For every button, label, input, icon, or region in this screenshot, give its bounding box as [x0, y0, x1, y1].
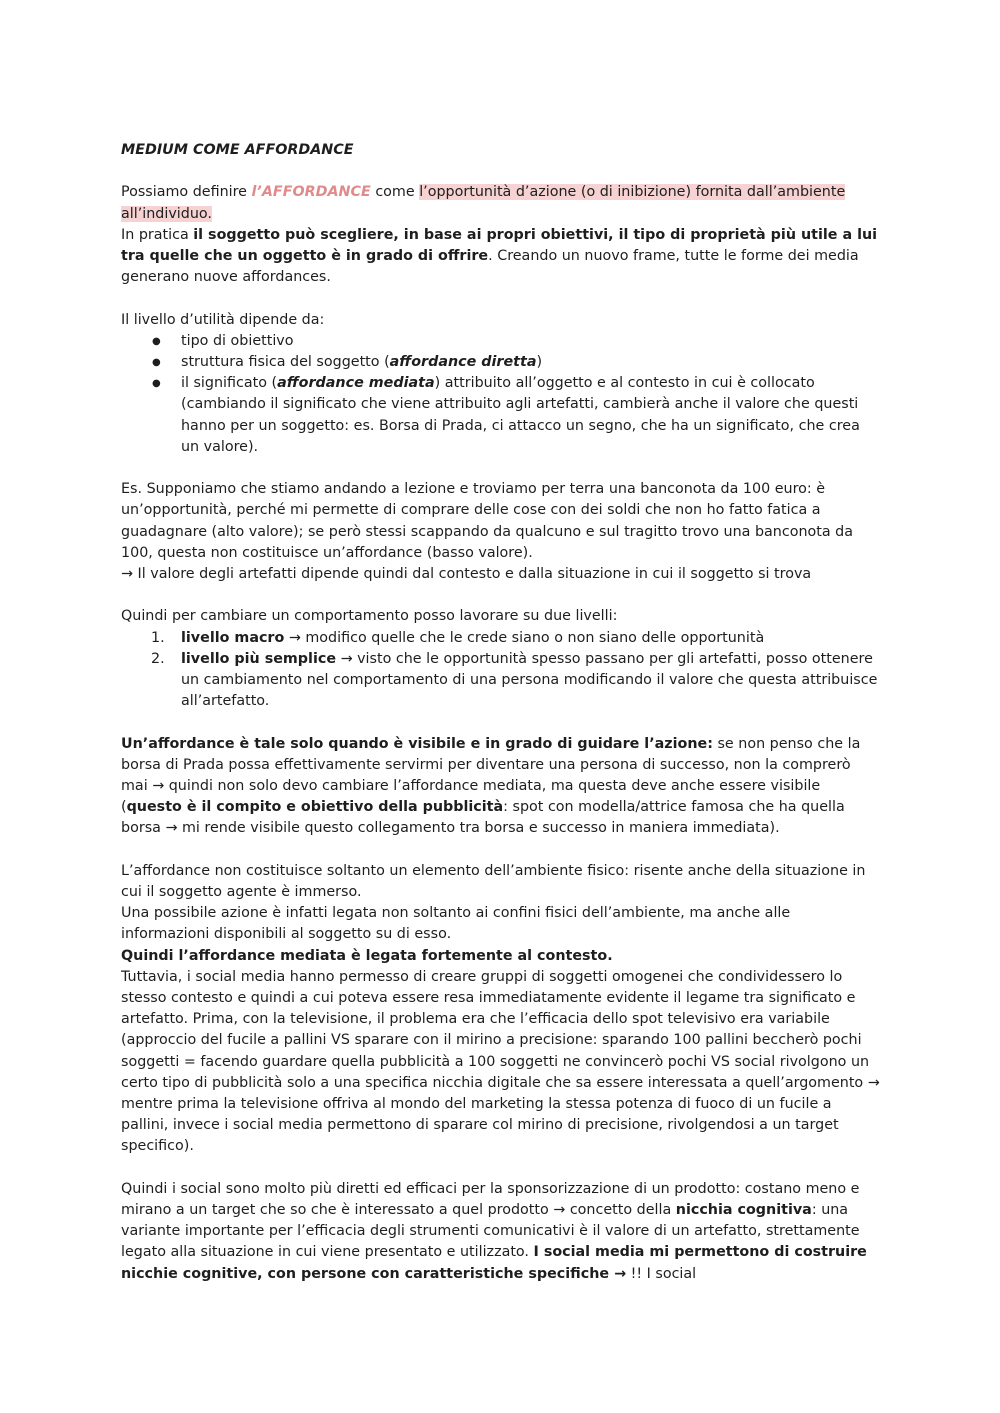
paragraph-possibile-azione: Una possibile azione è infatti legata non soltanto ai confini fisici dell’ambiente, ma anche alle informazioni disponibili al soggetto su di esso. — [121, 905, 791, 943]
paragraph-in-pratica — [121, 225, 881, 289]
bullet-item — [121, 373, 881, 458]
spacer — [121, 712, 881, 733]
paragraph-visibility — [121, 734, 881, 840]
text: In pratica — [121, 226, 194, 243]
paragraph-ambiente-fisico: L’affordance non costituisce soltanto un elemento dell’ambiente fisico: risente anche della situazione in cui il soggetto agente è immerso. — [121, 862, 866, 901]
paragraph-arrow-conclusion: → Il valore degli artefatti dipende quindi dal contesto e dalla situazione in cui il soggetto si trova — [121, 566, 812, 583]
paragraph-bold-contesto: Quindi l’affordance mediata è legata fortemente al contesto. — [121, 947, 613, 964]
bold-italic-text: affordance mediata — [277, 375, 435, 392]
affordance-term: l’AFFORDANCE — [251, 184, 371, 201]
page-title: MEDIUM COME AFFORDANCE — [121, 142, 354, 158]
bold-text: livello macro — [181, 629, 285, 646]
bullet-item — [121, 331, 881, 352]
bold-text: il soggetto può scegliere, in base ai propri obiettivi, il tipo di proprietà più utile a lui tra quelle che un oggetto è in grado di offrire — [121, 226, 878, 264]
paragraph-due-livelli: Quindi per cambiare un comportamento posso lavorare su due livelli: — [121, 608, 618, 625]
spacer — [121, 288, 881, 309]
bullet-text: ) attribuito all’oggetto e al contesto in cui è collocato (cambiando il significato che viene attribuito agli artefatti, cambierà anche il valore che questi hanno per un soggetto: es. Borsa di Prada, ci attacco un segno, che ha un significato, che crea un valore). — [181, 375, 860, 455]
item-text: → modifico quelle che le crede siano o non siano delle opportunità — [284, 629, 765, 646]
bold-text: livello più semplice — [181, 650, 337, 667]
bold-text: nicchia cognitiva — [675, 1202, 812, 1219]
text: !! I social — [626, 1265, 697, 1282]
bullet-text: struttura fisica del soggetto ( — [181, 354, 390, 370]
spacer — [121, 840, 881, 861]
paragraph-social-media: Tuttavia, i social media hanno permesso di creare gruppi di soggetti omogenei che condividessero lo stesso contesto e quindi a cui poteva essere resa immediatamente evidente il legame tra significato e artefatto. Prima, con la televisione, il problema era che l’efficacia dello spot televisivo era variabile (approccio del fucile a pallini VS sparare con il mirino a precisione: sparando 100 pallini beccherò pochi soggetti = facendo guardare quella pubblicità a 100 soggetti ne convincerò pochi VS social rivolgono un certo tipo di pubblicità solo a una specifica nicchia digitale che sa essere interessata a quell’argomento → mentre prima la televisione offriva al mondo del marketing la stessa potenza di fuoco di un fucile a pallini, invece i social media permettono di sparare col mirino di precisione, rivolgendosi a un target specifico). — [121, 968, 880, 1155]
bold-text: Un’affordance è tale solo quando è visibile e in grado di guidare l’azione: — [121, 735, 713, 752]
text: come — [370, 184, 420, 201]
paragraph-example: Es. Supponiamo che stiamo andando a lezione e troviamo per terra una banconota da 100 euro: è un’opportunità, perché mi permette di comprare delle cose con dei soldi che non ho fatto fatica a guadagnare (alto valore); se però stessi scappando da qualcuno e sul tragitto trovo una banconota da 100, questa non costituisce un’affordance (basso valore). — [121, 481, 854, 561]
highlighted-definition: l’opportunità d’azione (o di inibizione) fornita dall’ambiente all’individuo. — [121, 184, 846, 222]
document-body — [121, 140, 881, 1285]
spacer — [121, 458, 881, 479]
paragraph-nicchia-cognitiva — [121, 1179, 881, 1285]
spacer — [121, 585, 881, 606]
item-number: 1. — [151, 629, 165, 646]
paragraph-definition — [121, 182, 881, 224]
text: Quindi i social sono molto più diretti ed efficaci per la sponsorizzazione di un prodotto: costano meno e mirano a un target che so che è interessato a quel prodotto → concetto della — [121, 1180, 860, 1219]
text: . Creando un nuovo frame, tutte le forme dei media generano nuove affordances. — [121, 248, 859, 286]
bold-text: questo è il compito e obiettivo della pubblicità — [126, 799, 504, 816]
bullet-item — [121, 352, 881, 373]
item-text: → visto che le opportunità spesso passano per gli artefatti, posso ottenere un cambiamento nel comportamento di una persona modificando il valore che questa attribuisce all’artefatto. — [181, 650, 878, 710]
spacer — [121, 1158, 881, 1179]
paragraph-livello-utilita: Il livello d’utilità dipende da: — [121, 311, 325, 328]
item-number: 2. — [151, 650, 165, 667]
bullet-text: il significato ( — [181, 375, 278, 392]
levels-numbered-list — [121, 628, 881, 713]
text: se non penso che la borsa di Prada possa effettivamente servirmi per diventare una persona di successo, non la comprerò mai → quindi non solo devo cambiare l’affordance mediata, ma questa deve anche essere visibile ( — [121, 735, 861, 816]
text: Possiamo definire — [121, 184, 252, 201]
utility-bullet-list — [121, 331, 881, 458]
bold-text: I social media mi permettono di costruire nicchie cognitive, con persone con caratteristiche specifiche → — [121, 1244, 867, 1282]
text: : spot con modella/attrice famosa che ha quella borsa → mi rende visibile questo collegamento tra borsa e successo in maniera immediata). — [121, 799, 845, 837]
bold-italic-text: affordance diretta — [389, 354, 537, 370]
bullet-text: tipo di obiettivo — [181, 332, 294, 349]
numbered-item — [121, 628, 881, 649]
numbered-item — [121, 649, 881, 713]
text: : una variante importante per l’efficacia degli strumenti comunicativi è il valore di un artefatto, strettamente legato alla situazione in cui viene presentato e utilizzato. — [121, 1202, 860, 1261]
spacer — [121, 161, 881, 182]
bullet-text: ) — [536, 354, 543, 370]
